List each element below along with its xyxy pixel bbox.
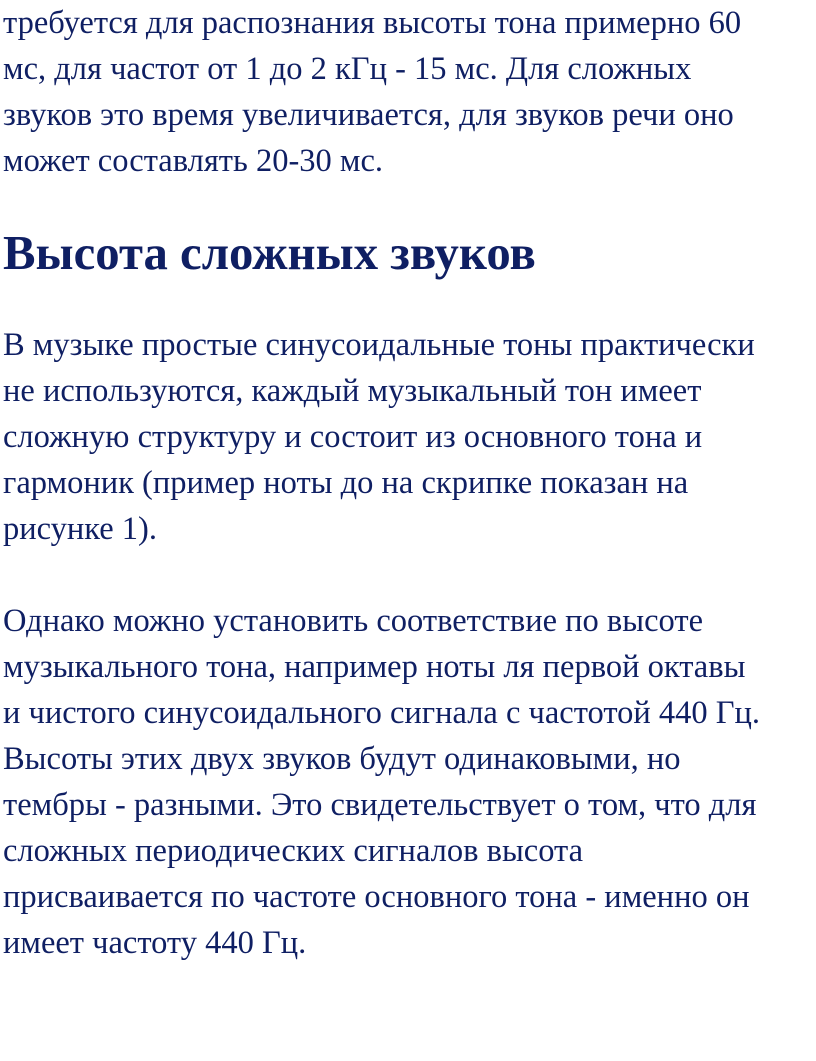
paragraph-pitch-recognition-time bbox=[3, 0, 815, 184]
text-line: гармоник (пример ноты до на скрипке показан на bbox=[3, 465, 689, 501]
section-heading: Высота сложных звуков bbox=[3, 226, 536, 280]
text-line: не используются, каждый музыкальный тон имеет bbox=[3, 373, 702, 409]
text-line: сложных периодических сигналов высота bbox=[3, 833, 584, 869]
text-line: тембры - разными. Это свидетельствует о том, что для bbox=[3, 787, 757, 823]
document-page bbox=[3, 0, 815, 966]
text-line: требуется для распознания высоты тона примерно 60 bbox=[3, 5, 742, 41]
text-line: музыкального тона, например ноты ля первой октавы bbox=[3, 649, 746, 685]
paragraph-spacer bbox=[3, 276, 815, 322]
text-line: рисунке 1). bbox=[3, 511, 158, 547]
paragraph-complex-tones bbox=[3, 322, 815, 552]
text-line: звуков это время увеличивается, для звуков речи оно bbox=[3, 97, 734, 133]
text-line: мс, для частот от 1 до 2 кГц - 15 мс. Для сложных bbox=[3, 51, 692, 87]
text-line: сложную структуру и состоит из основного тона и bbox=[3, 419, 703, 455]
paragraph-pitch-matching bbox=[3, 598, 815, 966]
text-line: и чистого синусоидального сигнала с частотой 440 Гц. bbox=[3, 695, 761, 731]
paragraph-spacer bbox=[3, 552, 815, 598]
text-line: присваивается по частоте основного тона - именно он bbox=[3, 879, 750, 915]
text-line: Высоты этих двух звуков будут одинаковыми, но bbox=[3, 741, 681, 777]
text-line: Однако можно установить соответствие по высоте bbox=[3, 603, 703, 639]
text-line: может составлять 20-30 мс. bbox=[3, 143, 384, 179]
text-line: имеет частоту 440 Гц. bbox=[3, 925, 307, 961]
paragraph-spacer bbox=[3, 184, 815, 230]
text-line: В музыке простые синусоидальные тоны практически bbox=[3, 327, 755, 363]
